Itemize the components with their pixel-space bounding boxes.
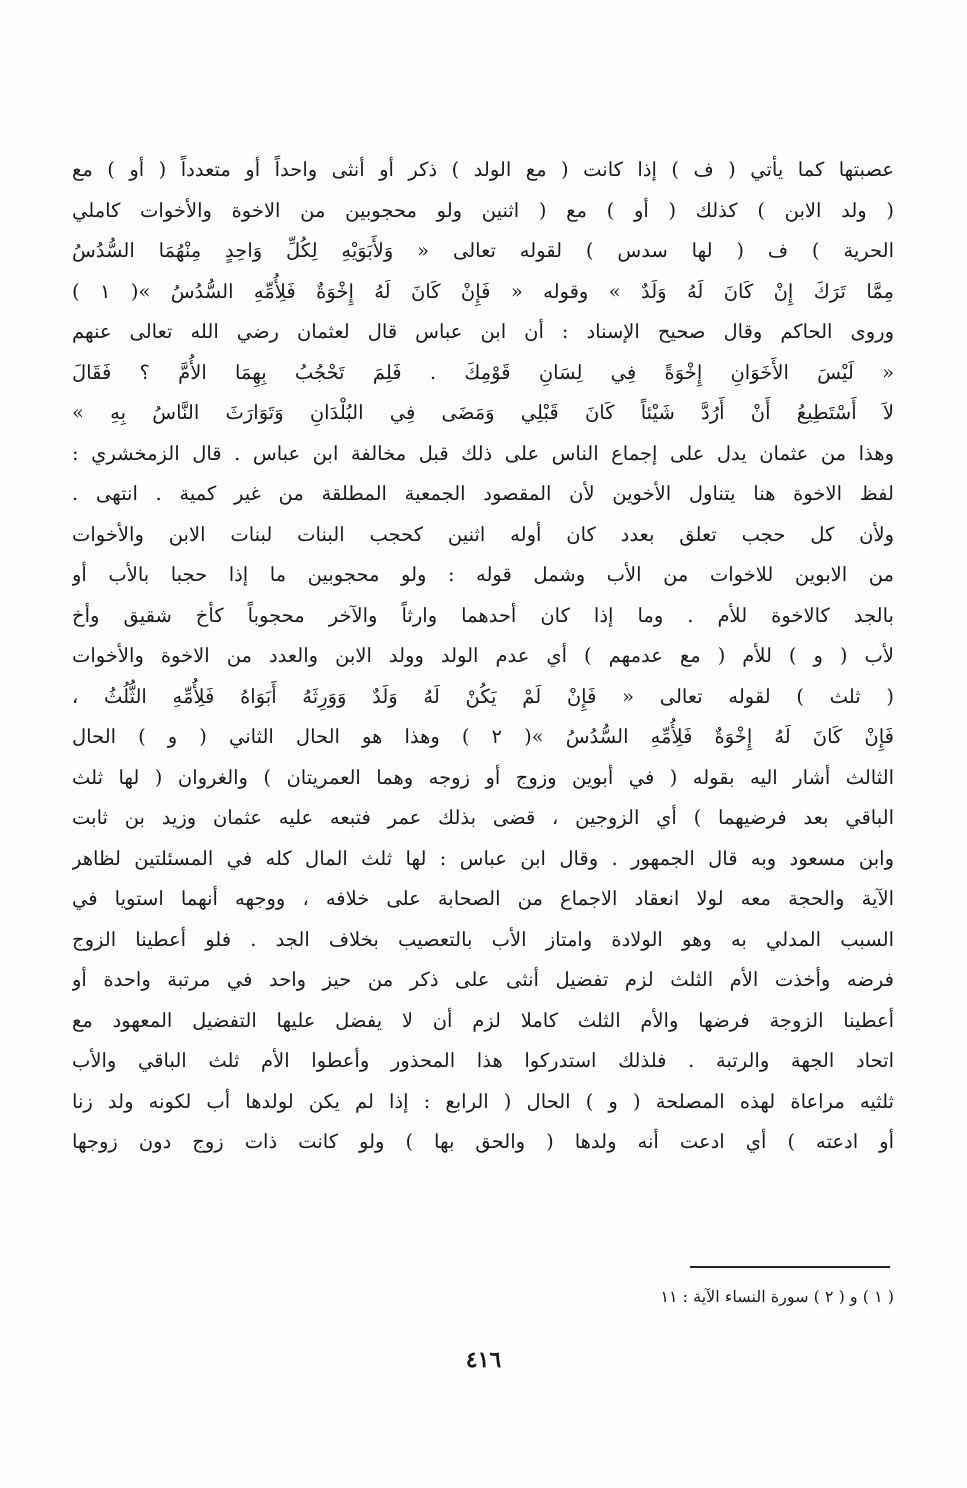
body-text xyxy=(72,150,894,1163)
text-line: السبب المدلي به وهو الولادة وامتاز الأب بالتعصيب بخلاف الجد . فلو أعطينا الزوج xyxy=(72,927,894,951)
text-line: ( ثلث ) لقوله تعالى « فَإِنْ لَمْ يَكُنْ لَهُ وَلَدٌ وَوَرِثَهُ أَبَوَاهُ فَلِأُمِّهِ الثُّلُثُ ، xyxy=(72,684,894,708)
text-line: ولأن كل حجب تعلق بعدد كان أوله اثنين كحجب البنات لبنات الابن والأخوات xyxy=(72,522,894,546)
text-line: أو ادعته ) أي ادعت أنه ولدها ( والحق بها ) ولو كانت ذات زوج دون زوجها xyxy=(72,1130,894,1153)
text-line: الآية والحجة معه لولا انعقاد الاجماع من الصحابة على خلافه ، ووجهه أنهما استويا في xyxy=(72,887,894,910)
text-line: بالجد كالاخوة للأم . وما إذا كان أحدهما وارثاً والآخر محجوباً كأخ شقيق وأخ xyxy=(72,603,894,627)
text-line: الثالث أشار اليه بقوله ( في أبوين وزوج أو زوجه وهما العمريتان ) والغروان ( لها ثلث xyxy=(72,765,894,789)
footnote: ( ١ ) و ( ٢ ) سورة النساء الآية : ١١ xyxy=(660,1287,894,1306)
text-line: الحرية ) ف ( لها سدس ) لقوله تعالى « وَلأَبَوَيْهِ لِكُلِّ وَاحِدٍ مِنْهُمَا السُّدُسُ xyxy=(72,239,894,262)
text-line: لفظ الاخوة هنا يتناول الأخوين لأن المقصود الجمعية المطلقة من غير كمية . انتهى . xyxy=(72,482,894,505)
text-line: فَإِنْ كَانَ لَهُ إِخْوَةٌ فَلِأُمِّهِ السُّدُسُ »( ٢ ) وهذا هو الحال الثاني ( و ) الحال xyxy=(72,725,894,748)
text-line: لأب ( و ) للأم ( مع عدمهم ) أي عدم الولد وولد الابن والعدد من الاخوة والأخوات xyxy=(72,644,894,667)
text-line: فرضه وأخذت الأم الثلث لزم تفضيل أنثى على ذكر من حيز واحد في مرتبة واحدة أو xyxy=(72,968,894,991)
text-line: من الابوين للاخوات من الأب وشمل قوله : ولو محجوبين ما إذا حجبا بالأب أو xyxy=(72,563,894,586)
text-line: ثلثيه مراعاة لهذه المصلحة ( و ) الحال ( الرابع : إذا لم يكن لولدها أب لكونه ولد زنا xyxy=(72,1089,894,1113)
text-line: ( ولد الابن ) كذلك ( أو ) مع ( اثنين ولو محجوبين من الاخوة والأخوات كاملي xyxy=(72,198,894,222)
text-line: وروى الحاكم وقال صحيح الإسناد : أن ابن عباس قال لعثمان رضي الله تعالى عنهم xyxy=(72,320,894,343)
text-line: اتحاد الجهة والرتبة . فلذلك استدركوا هذا المحذور وأعطوا الأم ثلث الباقي والأب xyxy=(72,1049,894,1072)
text-line: مِمَّا تَرَكَ إِنْ كَانَ لَهُ وَلَدٌ » وقوله « فَإِنْ كَانَ لَهُ إِخْوَةٌ فَلِأُمِّهِ السُّدُسُ »( ١ ) xyxy=(72,279,894,303)
page-number: ٤١٦ xyxy=(465,1347,502,1373)
footnote-divider xyxy=(690,1266,890,1268)
text-line: وهذا من عثمان يدل على إجماع الناس على ذلك قبل مخالفة ابن عباس . قال الزمخشري : xyxy=(72,441,894,465)
text-line: وابن مسعود وبه قال الجمهور . وقال ابن عباس : لها ثلث المال كله في المسئلتين لظاهر xyxy=(72,846,894,870)
text-line: « لَيْسَ الأَخَوَانِ إِخْوَةً فِي لِسَانِ قَوْمِكَ . فَلِمَ تَحْجُبُ بِهِمَا الأُمَّ ؟ فَقَالَ xyxy=(72,360,894,384)
text-line: أعطينا الزوجة فرضها والأم الثلث كاملا لزم أن لا يفضل عليها التفضيل المعهود مع xyxy=(72,1008,894,1032)
text-line: الباقي بعد فرضيهما ) أي الزوجين ، قضى بذلك عمر فتبعه عليه عثمان وزيد بن ثابت xyxy=(72,806,894,829)
text-line: لاَ أَسْتَطِيعُ أَنْ أَرُدَّ شَيْئاً كَانَ قَبْلِي وَمَضَى فِي البُلْدَانِ وَتَوَارَثَ النَّاسُ بِهِ » xyxy=(72,401,894,424)
text-line: عصبتها كما يأتي ( ف ) إذا كانت ( مع الولد ) ذكر أو أنثى واحداً أو متعدداً ( أو ) مع xyxy=(72,158,894,181)
